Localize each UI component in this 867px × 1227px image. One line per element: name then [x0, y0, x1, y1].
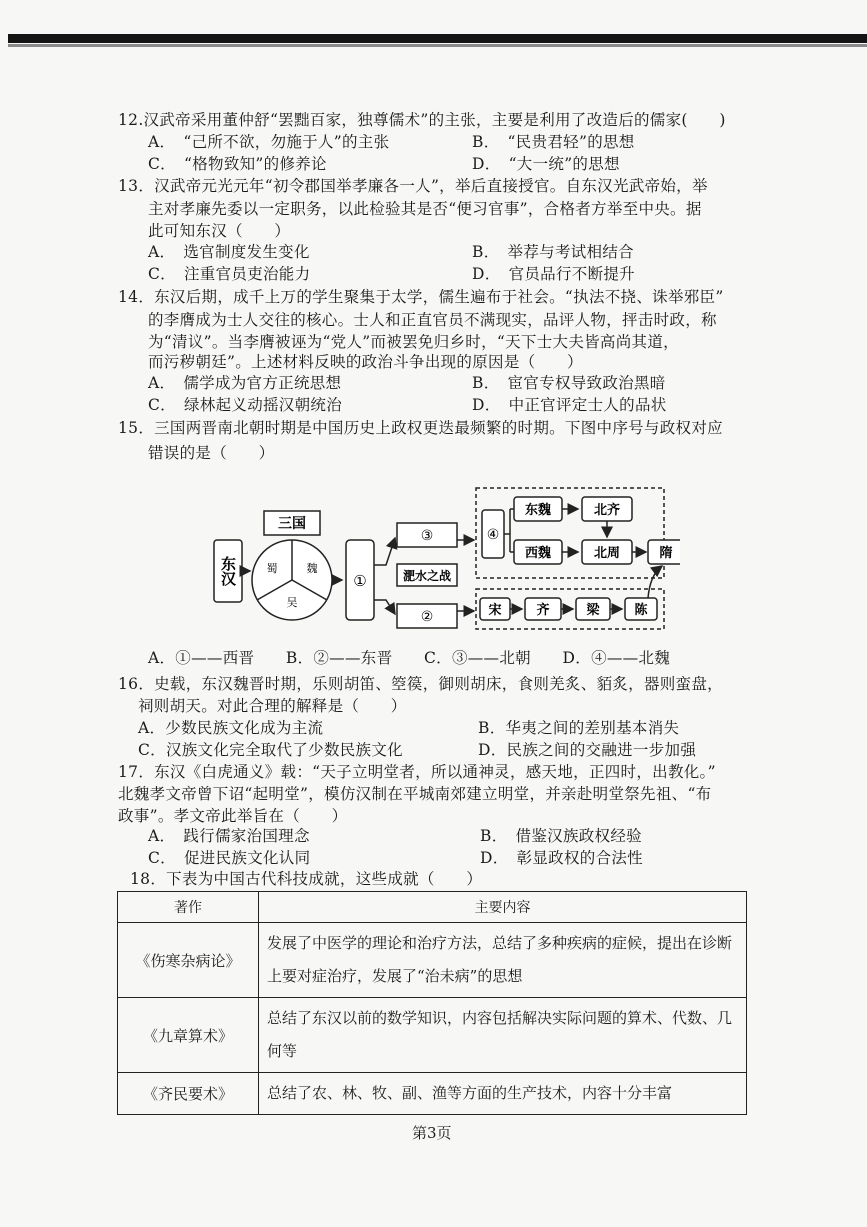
qi-label: 齐 — [536, 603, 550, 618]
xiwei-label: 西魏 — [524, 546, 552, 561]
q17-option-d[interactable]: D． 彰显政权的合法性 — [480, 849, 643, 867]
song-label: 宋 — [488, 603, 502, 618]
q13-option-c[interactable]: C． 注重官员吏治能力 — [148, 265, 311, 283]
q14-option-b[interactable]: B． 宦官专权导致政治黑暗 — [472, 374, 666, 392]
q12-option-a[interactable]: A． “己所不欲，勿施于人”的主张 — [148, 133, 390, 151]
table-cell-book: 《九章算术》 — [118, 998, 259, 1073]
table-header-row — [118, 892, 747, 923]
dongwei-label: 东魏 — [524, 503, 552, 518]
q15-stem-line-2: 错误的是（ ） — [148, 444, 275, 462]
q16-option-c[interactable]: C．汉族文化完全取代了少数民族文化 — [138, 741, 403, 759]
q12-option-d[interactable]: D． “大一统”的思想 — [472, 155, 620, 173]
q16-option-a[interactable]: A．少数民族文化成为主流 — [138, 719, 324, 737]
q14-option-a[interactable]: A． 儒学成为官方正统思想 — [148, 374, 342, 392]
q18-stem: 18．下表为中国古代科技成就，这些成就（ ） — [130, 870, 483, 888]
page-number: 第3页 — [412, 1124, 452, 1142]
q12-option-c[interactable]: C． “格物致知”的修养论 — [148, 155, 327, 173]
q16-stem-line-1: 16．史载，东汉魏晋时期，乐则胡笛、箜篌，御则胡床，食则羌炙、貊炙，器则蛮盘， — [118, 675, 723, 693]
table-cell-content: 总结了农、林、牧、副、渔等方面的生产技术，内容十分丰富 — [259, 1073, 747, 1115]
q15-options[interactable]: A．①——西晋 B．②——东晋 C．③——北朝 D．④——北魏 — [148, 649, 671, 667]
q16-option-b[interactable]: B．华夷之间的差别基本消失 — [478, 719, 680, 737]
q14-option-d[interactable]: D． 中正官评定士人的品状 — [472, 396, 667, 414]
q16-option-d[interactable]: D．民族之间的交融进一步加强 — [478, 741, 697, 759]
q14-stem-line-2: 的李膺成为士人交往的核心。士人和正直官员不满现实，品评人物，抨击时政，称 — [148, 311, 717, 329]
wu-label: 吴 — [286, 596, 298, 609]
table-cell-book: 《齐民要术》 — [118, 1073, 259, 1115]
sui-label: 隋 — [659, 546, 673, 561]
q14-stem-line-4: 而污秽朝廷”。上述材料反映的政治斗争出现的原因是（ ） — [148, 353, 583, 371]
q12-option-b[interactable]: B． “民贵君轻”的思想 — [472, 133, 635, 151]
table-cell-book: 《伤寒杂病论》 — [118, 923, 259, 998]
chen-label: 陈 — [634, 603, 648, 618]
liang-label: 梁 — [586, 603, 600, 618]
table-cell-content: 总结了东汉以前的数学知识，内容包括解决实际问题的算术、代数、几何等 — [259, 998, 747, 1073]
donghan-label: 东汉 — [219, 556, 237, 586]
q14-option-c[interactable]: C． 绿林起义动摇汉朝统治 — [148, 396, 343, 414]
q13-stem-line-3: 此可知东汉（ ） — [148, 222, 291, 240]
table-head-book: 著作 — [118, 892, 259, 923]
table-head-content: 主要内容 — [259, 892, 747, 923]
table-row — [118, 923, 747, 998]
q17-stem-line-2: 北魏孝文帝曾下诏“起明堂”，模仿汉制在平城南郊建立明堂，并亲赴明堂祭先祖、“布 — [118, 785, 712, 803]
shu-label: 蜀 — [266, 562, 278, 575]
q17-option-a[interactable]: A． 践行儒家治国理念 — [148, 827, 310, 845]
node-4-label: ④ — [486, 527, 500, 543]
table-row — [118, 1073, 747, 1115]
node-3-label: ③ — [420, 528, 434, 544]
q13-option-d[interactable]: D． 官员品行不断提升 — [472, 265, 635, 283]
table-cell-content: 发展了中医学的理论和治疗方法，总结了多种疾病的症候，提出在诊断上要对症治疗，发展了“治未病”的思想 — [259, 923, 747, 998]
q17-stem-line-3: 政事”。孝文帝此举旨在（ ） — [118, 807, 348, 825]
scan-top-border-shadow — [8, 44, 867, 47]
q13-option-b[interactable]: B． 举荐与考试相结合 — [472, 243, 634, 261]
wei-label: 魏 — [306, 562, 318, 575]
q14-stem-line-1: 14．东汉后期，成千上万的学生聚集于太学，儒生遍布于社会。“执法不挠、诛举邪臣” — [118, 288, 724, 306]
tech-achievements-table — [117, 891, 747, 1115]
q17-option-c[interactable]: C． 促进民族文化认同 — [148, 849, 311, 867]
q14-stem-line-3: 为“清议”。当李膺被诬为“党人”而被罢免归乡时，“天下士大夫皆高尚其道， — [148, 333, 679, 351]
feishui-label: 淝水之战 — [402, 569, 452, 583]
q16-stem-line-2: 祠则胡天。对此合理的解释是（ ） — [138, 697, 407, 715]
q12-stem: 12.汉武帝采用董仲舒“罢黜百家，独尊儒术”的主张，主要是利用了改造后的儒家( ) — [118, 111, 726, 129]
q17-stem-line-1: 17．东汉《白虎通义》载：“天子立明堂者，所以通神灵，感天地，正四时，出教化。” — [118, 763, 716, 781]
q17-option-b[interactable]: B． 借鉴汉族政权经验 — [480, 827, 642, 845]
node-1-label: ① — [353, 572, 367, 590]
sanguo-label: 三国 — [278, 516, 306, 532]
q13-stem-line-2: 主对孝廉先委以一定职务，以此检验其是否“便习官事”，合格者方举至中央。据 — [148, 200, 702, 218]
node-2-label: ② — [420, 609, 434, 625]
regime-change-diagram — [200, 482, 680, 642]
beizhou-label: 北周 — [593, 546, 621, 561]
q13-stem-line-1: 13．汉武帝元光元年“初令郡国举孝廉各一人”，举后直接授官。自东汉光武帝始，举 — [118, 177, 708, 195]
beiqi-label: 北齐 — [593, 503, 621, 518]
table-row — [118, 998, 747, 1073]
q15-stem-line-1: 15．三国两晋南北朝时期是中国历史上政权更迭最频繁的时期。下图中序号与政权对应 — [118, 419, 723, 437]
q13-option-a[interactable]: A． 选官制度发生变化 — [148, 243, 310, 261]
scan-top-border — [8, 34, 867, 43]
